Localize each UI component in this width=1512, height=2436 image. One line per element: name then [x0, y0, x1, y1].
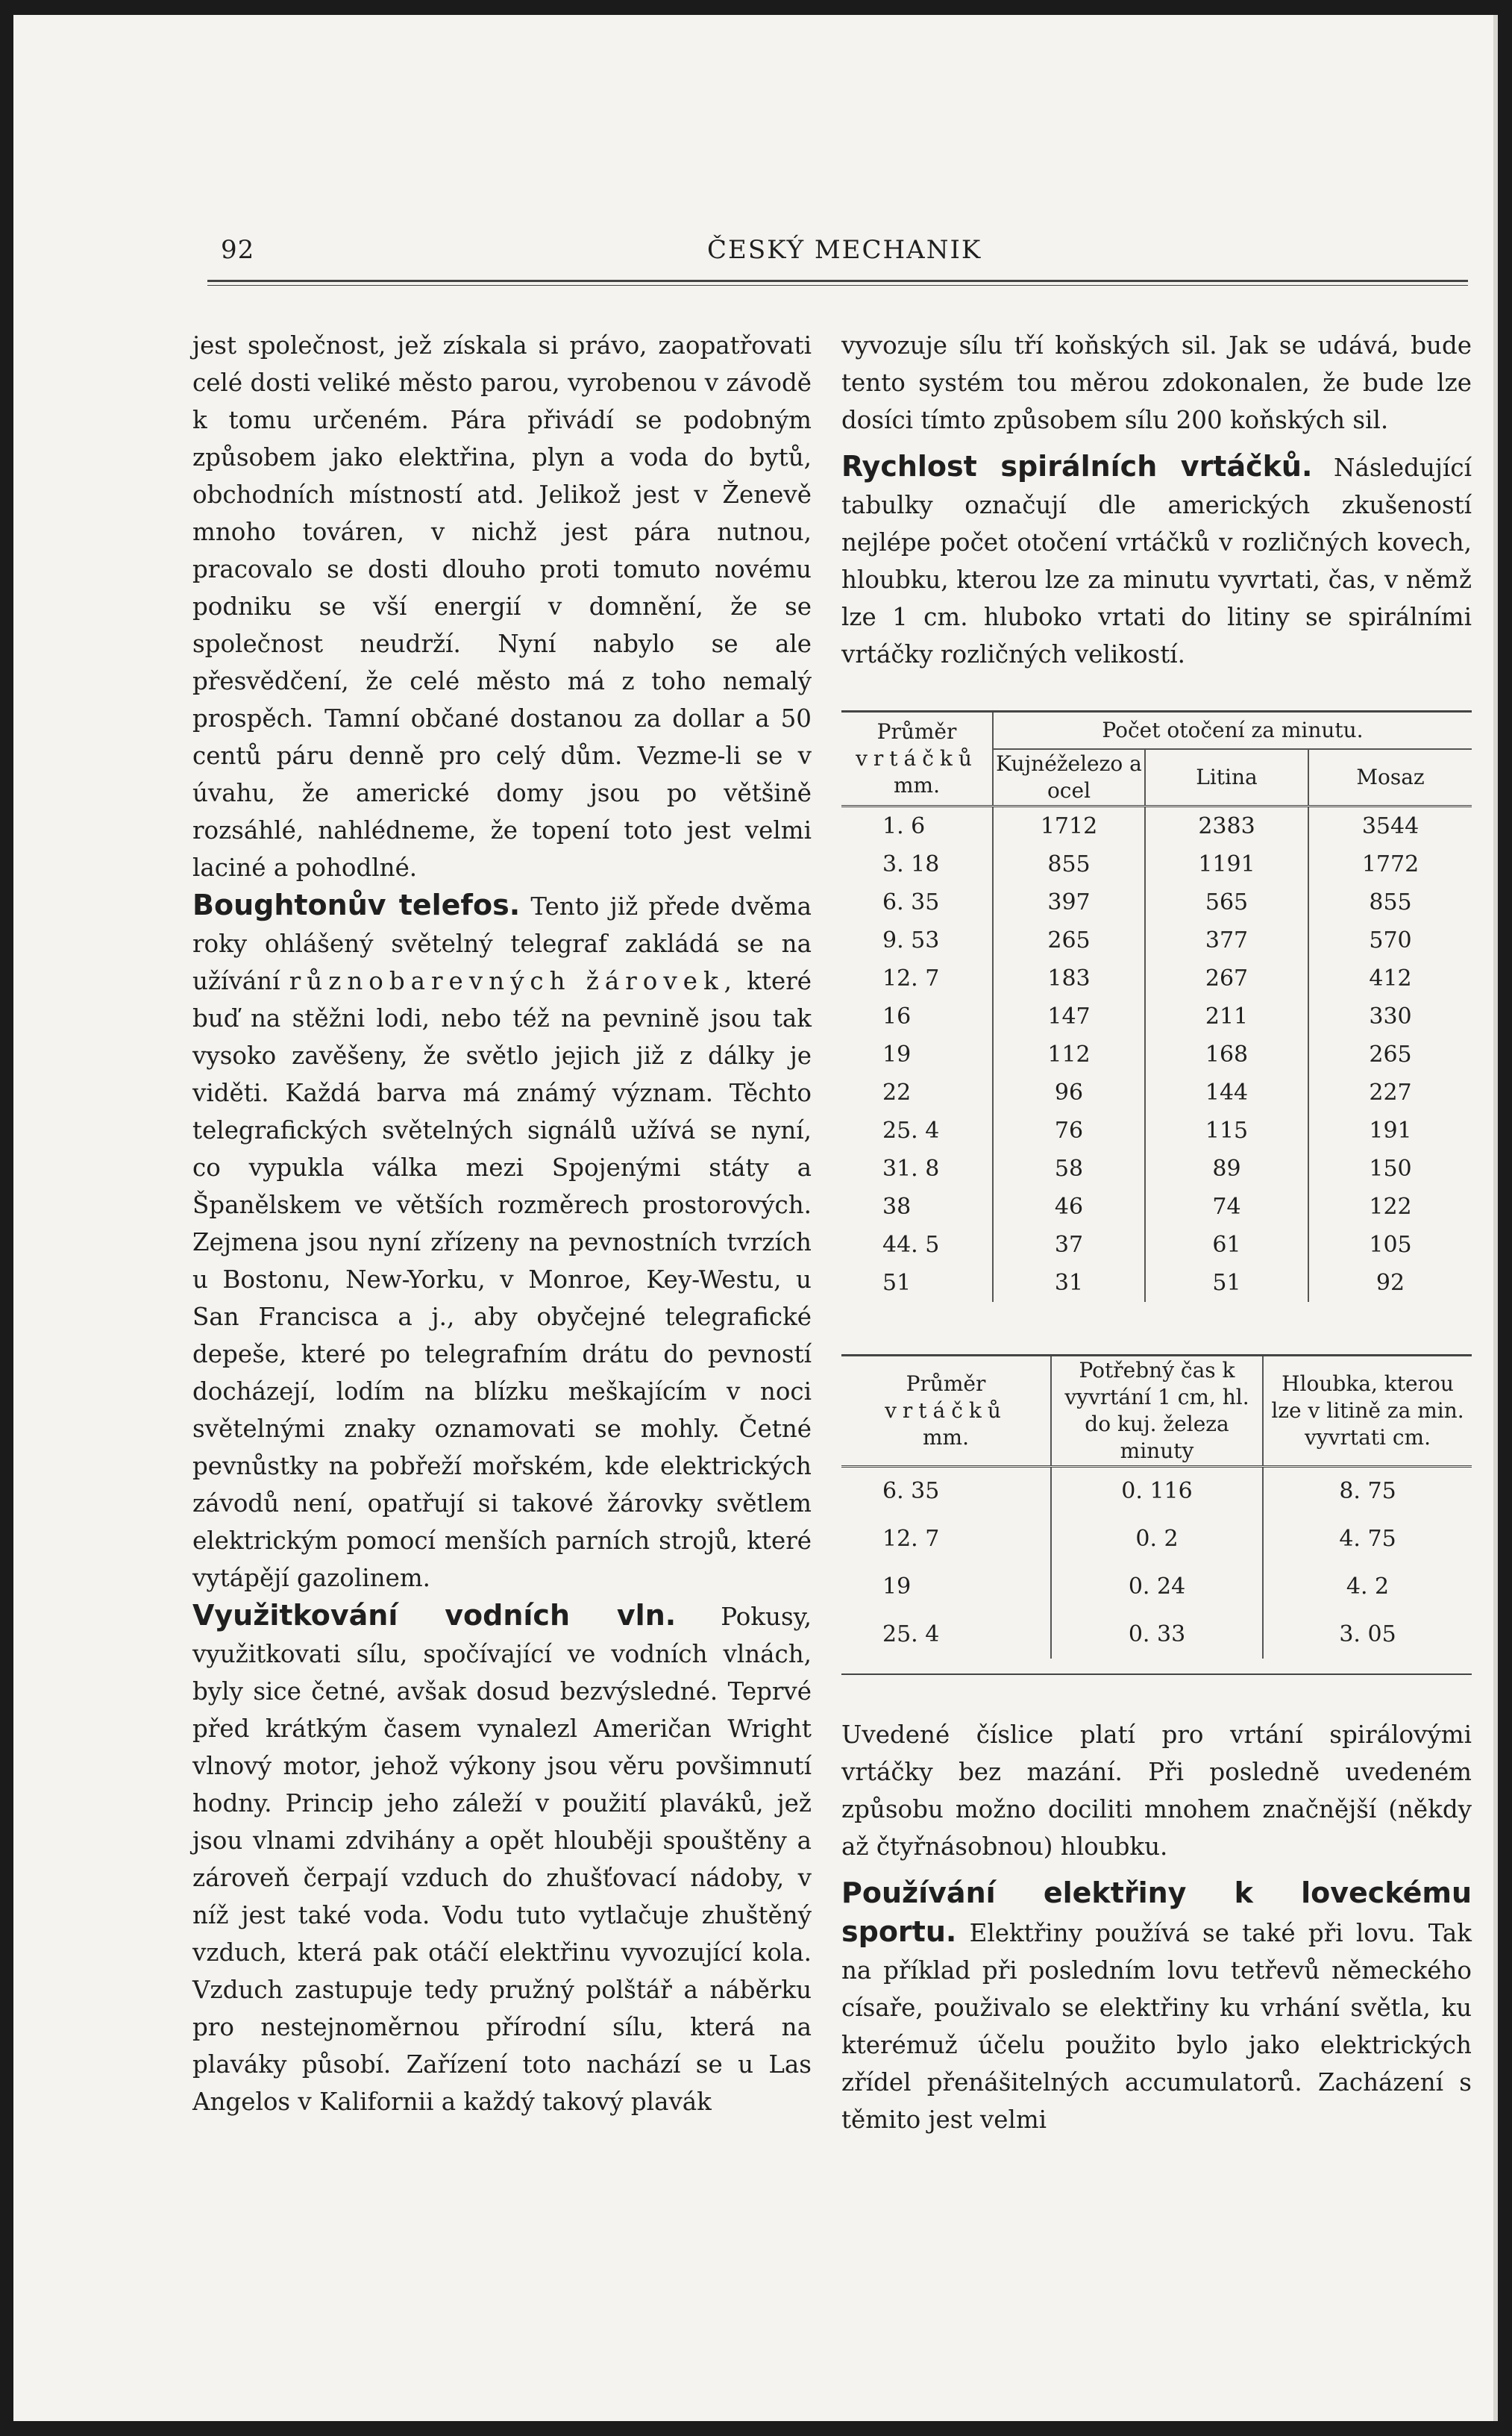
table1-cell: 183	[993, 959, 1145, 998]
table1-cell: 115	[1145, 1112, 1308, 1150]
table2-head-depth: Hloubka, kterou lze v litině za min. vyvrtati cm.	[1271, 1371, 1464, 1450]
paragraph-note: Uvedené číslice platí pro vrtání spirálovými vrtáčky bez mazání. Při posledně uvedeném způsobu možno dociliti mnohem značnější (někdy až čtyřnásobnou) hloubku.	[841, 1720, 1472, 1861]
table1-head-castiron: Litina	[1145, 749, 1308, 807]
table1-cell: 22	[841, 1074, 993, 1112]
table2-row	[841, 1515, 1472, 1563]
table1-cell: 2383	[1145, 807, 1308, 846]
table1-cell: 191	[1369, 1118, 1412, 1144]
t2-head-prumer: Průměr	[906, 1371, 986, 1396]
table1-row	[841, 1264, 1472, 1302]
table1-cell: 855	[993, 845, 1145, 883]
heading-waves: Využitkování vodních vln.	[192, 1599, 677, 1632]
table2-row	[841, 1563, 1472, 1611]
table1-row	[841, 883, 1472, 921]
table1-cell: 58	[993, 1150, 1145, 1188]
header-rule-thin	[207, 285, 1468, 286]
table-rotations-wrap	[841, 710, 1472, 1675]
table1-cell: 412	[1369, 965, 1412, 992]
paragraph-hunting	[841, 1874, 1472, 2138]
table2-cell: 4. 2	[1346, 1574, 1390, 1600]
drills-text: Následující tabulky označují dle amerických zkušeností nejlépe počet otočení vrtáčků v rozličných kovech, hloubku, kterou lze za minutu vyvrtati, čas, v němž lze 1 cm. hluboko vrtati do litiny se spirálními vrtáčky rozličných velikostí.	[841, 454, 1472, 669]
table1-cell: 265	[1369, 1042, 1412, 1068]
table1-cell: 150	[1369, 1156, 1412, 1182]
table-depth	[841, 1356, 1472, 1659]
table1-cell: 38	[841, 1188, 993, 1226]
table1-cell: 12. 7	[841, 959, 993, 998]
table2-cell: 0. 33	[1051, 1611, 1263, 1659]
table1-cell: 6. 35	[841, 883, 993, 921]
table2-cell: 8. 75	[1339, 1478, 1396, 1504]
table2-cell: 3. 05	[1339, 1621, 1396, 1647]
table1-cell: 51	[841, 1264, 993, 1302]
table1-cell: 377	[1145, 921, 1308, 959]
table2-bottom-rule	[841, 1673, 1472, 1675]
table2-cell: 25. 4	[841, 1611, 1051, 1659]
paragraph-continued: vyvozuje sílu tří koňských sil. Jak se udává, bude tento systém tou měrou zdokonalen, že bude lze dosíci tímto způsobem sílu 200 koňských sil.	[841, 331, 1472, 434]
table1-cell: 168	[1145, 1036, 1308, 1074]
table1-row	[841, 998, 1472, 1036]
table1-cell: 46	[993, 1188, 1145, 1226]
waves-text: Pokusy, využitkovati sílu, spočívající ve vodních vlnách, byly sice četné, avšak dosud bezvýsledné. Teprvé před krátkým časem vynalezl Američan Wright vlnový motor, jehož výkony jsou věru povšimnutí hodny. Princip jeho záleží v použití plaváků, jež jsou vlnami zdvihány a opět hlouběji spouštěny a zároveň čerpají vzduch do zhušťovací nádoby, v níž jest také voda. Vodu tuto vytlačuje zhuštěný vzduch, která pak otáčí elektřinu vyvozující kola. Vzduch zastupuje tedy pružný polštář a náběrku pro nestejnoměrnou přírodní sílu, která na plaváky působí. Zařízení toto nachází se u Las Angelos v Kalifornii a každý takový plavák	[192, 1603, 812, 2116]
table2-cell: 0. 2	[1051, 1515, 1263, 1563]
table1-cell: 855	[1369, 889, 1412, 915]
table1-cell: 105	[1369, 1232, 1412, 1258]
table1-cell: 31	[993, 1264, 1145, 1302]
table1-cell: 96	[993, 1074, 1145, 1112]
table1-cell: 61	[1145, 1226, 1308, 1264]
table1-cell: 1191	[1145, 845, 1308, 883]
heading-drills: Rychlost spirálních vrtáčků.	[841, 450, 1313, 483]
table2-body	[841, 1467, 1472, 1659]
page	[13, 15, 1498, 2421]
table1-cell: 51	[1145, 1264, 1308, 1302]
table1-cell: 397	[993, 883, 1145, 921]
table1-cell: 267	[1145, 959, 1308, 998]
table2-head-time: Potřebný čas k vyvrtání 1 cm, hl. do kuj. železa minuty	[1051, 1356, 1263, 1467]
table2-cell: 0. 116	[1051, 1467, 1263, 1516]
table2-cell: 19	[841, 1563, 1051, 1611]
table1-cell: 330	[1369, 1003, 1412, 1030]
table2-cell: 4. 75	[1339, 1526, 1396, 1552]
table1-cell: 565	[1145, 883, 1308, 921]
table1-cell: 265	[993, 921, 1145, 959]
table2-row	[841, 1611, 1472, 1659]
table1-body	[841, 807, 1472, 1303]
heading-telefos: Boughtonův telefos.	[192, 889, 521, 921]
page-number: 92	[221, 235, 255, 265]
header-rule	[207, 280, 1468, 282]
table1-cell: 144	[1145, 1074, 1308, 1112]
table-rotations	[841, 713, 1472, 1302]
table1-row	[841, 845, 1472, 883]
table1-cell: 89	[1145, 1150, 1308, 1188]
table1-row	[841, 1112, 1472, 1150]
table1-cell: 227	[1369, 1080, 1412, 1106]
table1-head-brass: Mosaz	[1356, 765, 1425, 789]
t2-head-vrtacku: vrtáčků	[885, 1398, 1007, 1423]
table1-head-iron: Kujnéželezo a ocel	[993, 749, 1145, 807]
table1-cell: 31. 8	[841, 1150, 993, 1188]
table1-cell: 1712	[993, 807, 1145, 846]
table1-cell: 147	[993, 998, 1145, 1036]
table1-cell: 112	[993, 1036, 1145, 1074]
table1-cell: 44. 5	[841, 1226, 993, 1264]
table2-cell: 6. 35	[841, 1467, 1051, 1516]
table2-row	[841, 1467, 1472, 1516]
table1-row	[841, 921, 1472, 959]
table1-cell: 122	[1369, 1194, 1412, 1220]
heading-hunting: Používání elektřiny k loveckému sportu.	[841, 1876, 1472, 1948]
table1-row	[841, 1226, 1472, 1264]
table1-row	[841, 1036, 1472, 1074]
table1-cell: 92	[1375, 1270, 1405, 1296]
paragraph-telefos	[192, 886, 812, 1597]
table1-cell: 211	[1145, 998, 1308, 1036]
hunting-text: Elektřiny používá se také při lovu. Tak na příklad při posledním lovu tetřevů německého císaře, použivalo se elektřiny ku vrhání světla, ku kterémuž účelu použito bylo jako elektrických zřídel přenášitelných accumulatorů. Zacházení s těmito jest velmi	[841, 1919, 1472, 2134]
table1-cell: 74	[1145, 1188, 1308, 1226]
paragraph-steam: jest společnost, jež získala si právo, zaopatřovati celé dosti veliké město parou, vyrobenou v závodě k tomu určeném. Pára přivádí se podobným způsobem jako elektřina, plyn a voda do bytů, obchodních místností atd. Jelikož jest v Ženevě mnoho továren, v nichž jest pára nutnou, pracovalo se dosti dlouho proti tomuto novému podniku se vší energií v domnění, že se společnost neudrží. Nyní nabylo se ale přesvědčení, že celé město má z toho nemalý prospěch. Tamní občané dostanou za dollar a 50 centů páru denně pro celý dům. Vezme-li se v úvahu, že americké domy jsou po většině rozsáhlé, nahlédneme, že topení toto jest velmi laciné a pohodlné.	[192, 331, 812, 882]
telefos-text-c: které buď na stěžni lodi, nebo též na pevnině jsou tak vysoko zavěšeny, že světlo jejich již z dálky je viděti. Každá barva má známý význam. Těchto telegrafických světelných signálů užívá se nyní, co vypukla válka mezi Spojenými státy a Španělskem ve větších rozměrech prostorových. Zejmena jsou nyní zřízeny na pevnostních tvrzích u Bostonu, New-Yorku, v Monroe, Key-Westu, u San Francisca a j., aby obyčejné telegrafické depeše, které po telegrafním drátu do pevností docházejí, lodím na blízku meškajícím v noci světelnými znaky oznamovati se mohly. Četné pevnůstky na pobřeží mořském, kde elektrických závodů není, opatřují si takové žárovky světlem elektrickým pomocí menších parních strojů, které vytápějí gazolinem.	[192, 967, 812, 1592]
paragraph-waves	[192, 1597, 812, 2120]
table1-row	[841, 959, 1472, 998]
journal-title: ČESKÝ MECHANIK	[707, 235, 982, 265]
table1-cell: 3. 18	[841, 845, 993, 883]
table1-row	[841, 1188, 1472, 1226]
left-column	[192, 327, 812, 2120]
table1-cell: 1772	[1361, 851, 1420, 877]
telefos-text-a: Tento již přede dvěma roky ohlášený světelný telegraf zakládá se na užívání	[192, 892, 812, 995]
page-header	[13, 235, 1493, 265]
telefos-text-emph: různobarevných žárovek,	[289, 967, 738, 995]
table1-cell: 37	[993, 1226, 1145, 1264]
table1-row	[841, 1074, 1472, 1112]
t1-head-vrtacku: vrtáčků	[856, 746, 978, 771]
t1-head-mm: mm.	[893, 773, 940, 798]
table1-head-span: Počet otočení za minutu.	[993, 713, 1472, 749]
table2-cell: 12. 7	[841, 1515, 1051, 1563]
table1-cell: 3544	[1361, 813, 1420, 839]
table2-head-diameter	[841, 1356, 1051, 1467]
table1-row	[841, 807, 1472, 846]
t2-head-mm: mm.	[922, 1425, 969, 1450]
table1-row	[841, 1150, 1472, 1188]
table1-cell: 1. 6	[841, 807, 993, 846]
table1-cell: 25. 4	[841, 1112, 993, 1150]
paragraph-drills	[841, 448, 1472, 673]
table2-cell: 0. 24	[1051, 1563, 1263, 1611]
table1-cell: 76	[993, 1112, 1145, 1150]
table1-cell: 19	[841, 1036, 993, 1074]
t1-head-prumer: Průměr	[876, 719, 957, 744]
right-column	[841, 327, 1472, 2138]
table1-cell: 570	[1369, 927, 1412, 954]
table1-cell: 9. 53	[841, 921, 993, 959]
table1-cell: 16	[841, 998, 993, 1036]
table1-head-diameter	[841, 713, 993, 807]
